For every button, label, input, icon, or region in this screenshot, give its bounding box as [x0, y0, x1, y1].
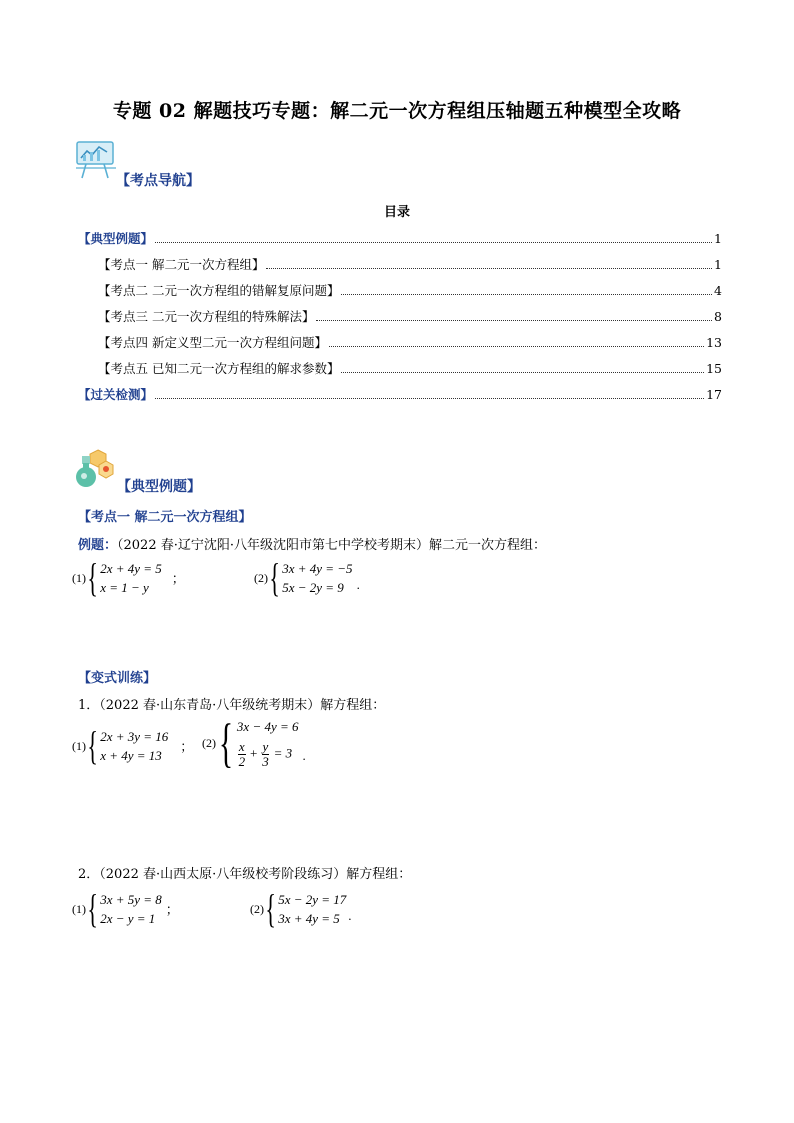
- toc-label: 【考点一 解二元一次方程组】: [98, 257, 265, 272]
- question-1-prompt: 1．（2022 春·山东青岛·八年级统考期末）解方程组：: [78, 698, 386, 713]
- toc-row[interactable]: [98, 307, 722, 325]
- q2-system-2: [250, 886, 352, 931]
- equation-line: 3x + 4y = 5: [278, 911, 340, 926]
- kp1-header: 【考点一 解二元一次方程组】: [78, 510, 252, 525]
- equation-line: 3x − 4y = 6: [236, 719, 299, 734]
- equation-line: 5x − 2y = 17: [278, 892, 347, 907]
- equation-line: x + 4y = 13: [100, 748, 162, 763]
- punctuation: .: [348, 907, 352, 923]
- question-2-prompt: 2．（2022 春·山西太原·八年级校考阶段练习）解方程组：: [78, 867, 412, 882]
- equation-line: $\frac{x}{2}$ + $\frac{y}{3}$ = 3: [238, 739, 293, 769]
- left-brace: {: [265, 886, 276, 931]
- toc-label: 【典型例题】: [78, 231, 154, 246]
- left-brace: {: [218, 713, 234, 773]
- toc-label: 【考点三 二元一次方程组的特殊解法】: [98, 309, 315, 324]
- fraction: $\frac{y}{3}$: [262, 739, 269, 769]
- table-of-contents: [78, 229, 722, 403]
- punctuation: ；: [165, 901, 179, 917]
- toc-page: 1: [714, 231, 722, 246]
- punctuation: .: [356, 576, 360, 592]
- example-text: （2022 春·辽宁沈阳·八年级沈阳市第七中学校考期末）解二元一次方程组：: [117, 538, 546, 553]
- punctuation: ；: [171, 570, 185, 586]
- problem-number: (2): [254, 570, 268, 585]
- toc-row[interactable]: [78, 385, 722, 403]
- toc-page: 1: [714, 257, 722, 272]
- equation-line: 5x − 2y = 9: [282, 580, 344, 595]
- toc-heading: 目录: [383, 205, 410, 220]
- equation-line: 2x + 3y = 16: [100, 729, 169, 744]
- q2-system-1: [72, 886, 179, 931]
- variation-header: 【变式训练】: [78, 671, 157, 686]
- presentation-board-icon: [74, 138, 118, 182]
- problem-number: (2): [202, 735, 216, 750]
- left-brace: {: [87, 886, 98, 931]
- toc-page: 8: [714, 309, 722, 324]
- punctuation: .: [302, 747, 306, 763]
- toc-label: 【过关检测】: [78, 387, 154, 402]
- toc-label: 【考点四 新定义型二元一次方程组问题】: [98, 335, 327, 350]
- left-brace: {: [87, 555, 98, 600]
- nav-section-header: 【考点导航】: [116, 173, 200, 189]
- left-brace: {: [87, 723, 98, 768]
- problem-number: (1): [72, 901, 86, 916]
- toc-page: 17: [706, 387, 722, 402]
- toc-row[interactable]: [98, 281, 722, 299]
- q1-system-2: [202, 713, 306, 773]
- example-system-1: [72, 555, 185, 600]
- problem-number: (1): [72, 570, 86, 585]
- toc-page: 13: [706, 335, 722, 350]
- q1-system-1: [72, 723, 194, 768]
- equation-line: 3x + 5y = 8: [100, 892, 162, 907]
- equation-line: x = 1 − y: [100, 580, 149, 595]
- flask-icon: [72, 447, 114, 489]
- left-brace: {: [269, 555, 280, 600]
- equation-line: 2x − y = 1: [100, 911, 156, 926]
- toc-row[interactable]: [98, 359, 722, 377]
- toc-label: 【考点五 已知二元一次方程组的解求参数】: [98, 361, 340, 376]
- example-lead: 例题：: [78, 538, 118, 553]
- equation-line: 2x + 4y = 5: [100, 561, 162, 576]
- toc-page: 15: [706, 361, 722, 376]
- page-title: 专题 02 解题技巧专题：解二元一次方程组压轴题五种模型全攻略: [112, 100, 682, 122]
- problem-number: (1): [72, 738, 86, 753]
- toc-label: 【考点二 二元一次方程组的错解复原问题】: [98, 283, 340, 298]
- toc-row[interactable]: [78, 229, 722, 247]
- toc-page: 4: [714, 283, 722, 298]
- example-system-2: [254, 555, 360, 600]
- equation-line: 3x + 4y = −5: [282, 561, 353, 576]
- example-prompt: [78, 534, 546, 553]
- punctuation: ；: [180, 738, 194, 754]
- fraction: $\frac{x}{2}$: [238, 739, 246, 769]
- toc-row[interactable]: [98, 255, 722, 273]
- toc-row[interactable]: [98, 333, 722, 351]
- problem-number: (2): [250, 901, 264, 916]
- examples-section-header: 【典型例题】: [117, 479, 201, 495]
